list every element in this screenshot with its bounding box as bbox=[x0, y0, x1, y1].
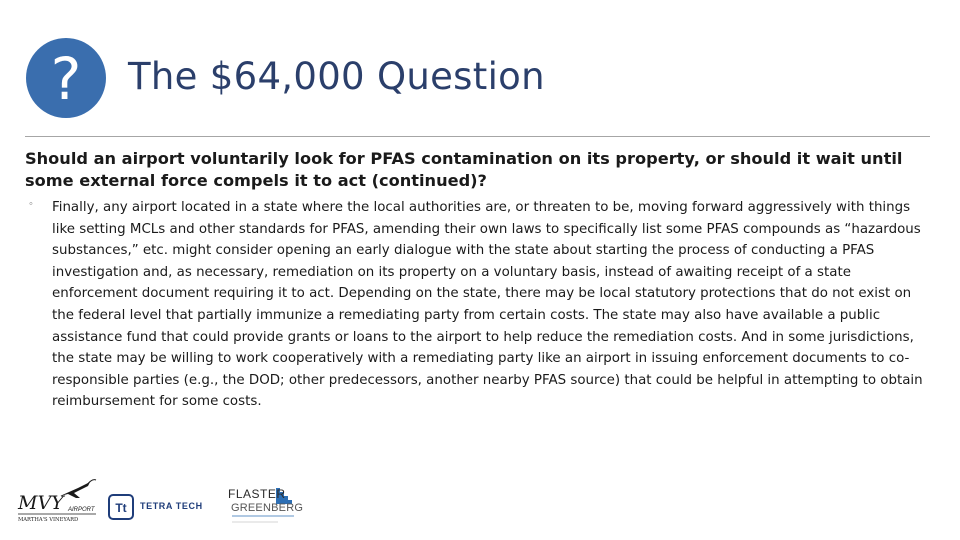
tetra-tech-text: TETRA TECH bbox=[140, 501, 203, 511]
mvy-main-text: MVY bbox=[18, 492, 64, 514]
slide-title: The $64,000 Question bbox=[128, 55, 545, 98]
fg-line1-text: FLASTER bbox=[228, 487, 286, 501]
mvy-sub-text: AIRPORT bbox=[68, 507, 95, 513]
bullet-marker: ◦ bbox=[29, 198, 33, 210]
title-divider bbox=[25, 136, 930, 137]
tetra-tech-logo bbox=[108, 494, 230, 520]
airplane-icon bbox=[60, 482, 90, 498]
question-mark-circle-icon bbox=[25, 37, 107, 119]
question-glyph: ? bbox=[50, 45, 82, 113]
bullet-text: Finally, any airport located in a state where the local authorities are, or threaten to be, moving forward aggressively with things like setting MCLs and other standards for PFAS, amending their own laws to specifically list some PFAS compounds as “hazardous substances,” etc. might consider opening an early dialogue with the state about starting the process of conducting a PFAS investigation and, as necessary, remediation on its property on a voluntary basis, instead of awaiting receipt of a state enforcement document requiring it to act. Depending on the state, there may be local statutory protections that do not exist on the federal level that partially immunize a remediating party from certain costs. The state may also have available a public assistance fund that could provide grants or loans to the airport to help reduce the remediation costs. And in some jurisdictions, the state may be willing to work cooperatively with a remediating party like an airport in issuing enforcement documents to co-responsible parties (e.g., the DOD; other predecessors, another nearby PFAS source) that could be helpful in attempting to obtain reimbursement for some costs. bbox=[52, 200, 923, 410]
flaster-greenberg-logo bbox=[228, 486, 304, 530]
mvy-airport-logo bbox=[16, 476, 100, 526]
mvy-bottom-text: MARTHA'S VINEYARD bbox=[18, 517, 79, 523]
tetra-mark-text: Tt bbox=[115, 501, 127, 515]
tetra-tech-mark-icon bbox=[108, 494, 134, 520]
fg-line2-text: GREENBERG bbox=[231, 502, 304, 514]
section-heading: Should an airport voluntarily look for PFAS contamination on its property, or should it wait until some external force compels it to act (continued)? bbox=[25, 149, 903, 190]
